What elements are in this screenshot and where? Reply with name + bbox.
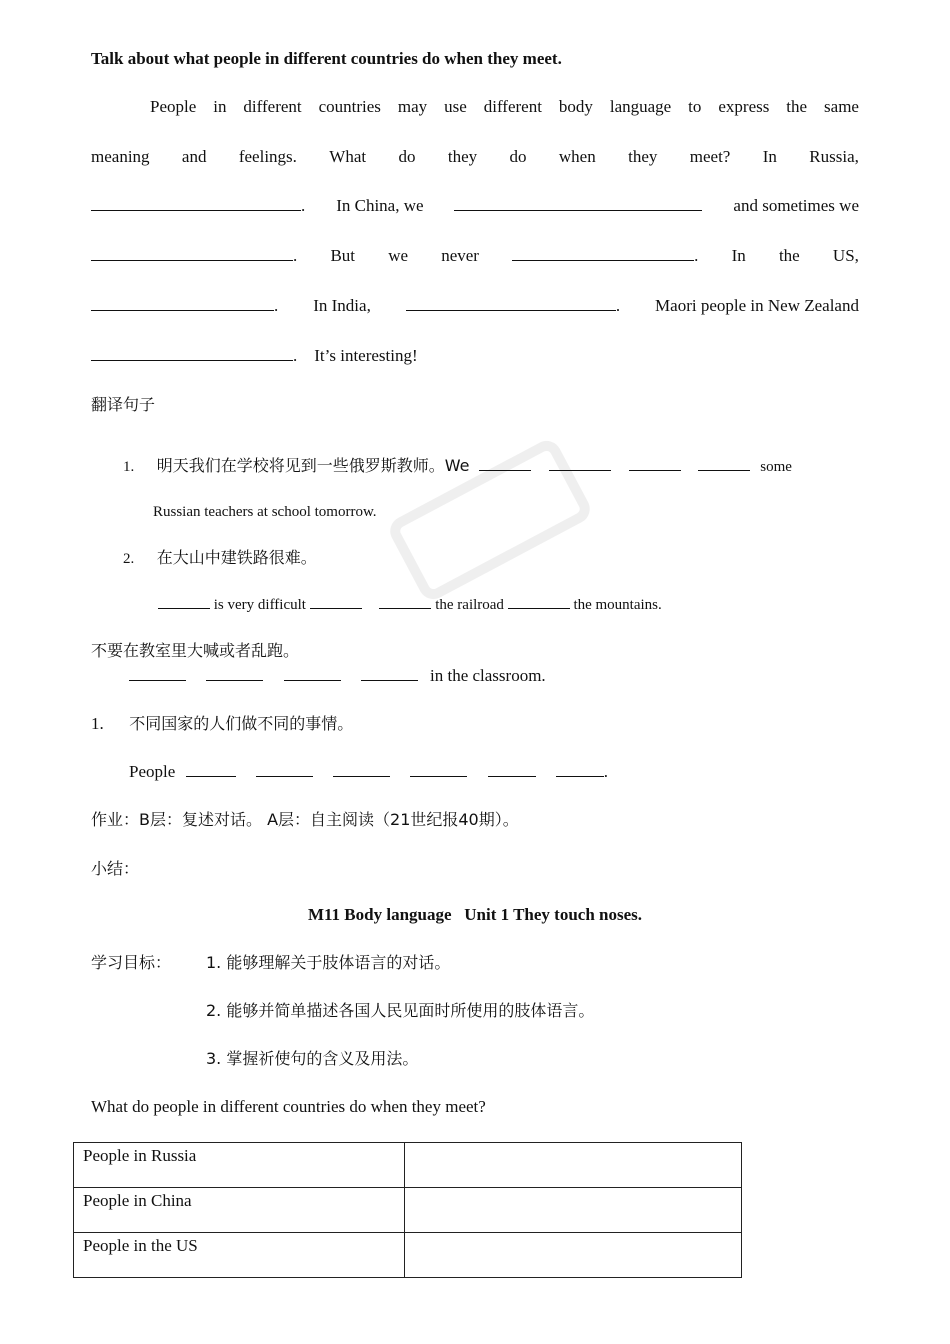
summary-label: 小结：	[91, 859, 140, 878]
translation-1-line-2: Russian teachers at school tomorrow.	[153, 504, 377, 520]
answer-blank[interactable]	[454, 195, 702, 211]
answer-blank[interactable]	[310, 593, 362, 609]
answer-blank[interactable]	[406, 295, 616, 311]
homework: 作业：B层：复述对话。 A层：自主阅读（21世纪报40期）。	[91, 810, 519, 829]
paragraph-line-5: . In India, . Maori people in New Zealand	[91, 295, 859, 317]
answer-blank[interactable]	[512, 245, 694, 261]
sentence-3-chinese: 不要在教室里大喊或者乱跑。	[91, 641, 300, 660]
table-row	[74, 1143, 742, 1188]
unit-title: M11 Body language Unit 1 They touch noses.	[307, 905, 643, 924]
table-cell-label: People in China	[74, 1188, 405, 1233]
translation-2-line-2: is very difficult the railroad the mountains.	[158, 593, 859, 616]
answer-blank[interactable]	[629, 455, 681, 471]
answer-blank[interactable]	[479, 455, 531, 471]
sentence-3-answer: in the classroom.	[129, 665, 859, 687]
translate-heading: 翻译句子	[91, 395, 156, 414]
answer-blank[interactable]	[91, 245, 293, 261]
answer-blank[interactable]	[186, 761, 236, 777]
objectives-label: 学习目标：	[91, 953, 172, 972]
answer-blank[interactable]	[91, 295, 274, 311]
sentence-4-answer: People .	[129, 762, 609, 781]
answer-blank[interactable]	[158, 593, 210, 609]
answer-blank[interactable]	[206, 665, 263, 681]
section-heading: Talk about what people in different countries do when they meet.	[91, 49, 562, 68]
table-row	[74, 1233, 742, 1278]
paragraph-line-2: meaning and feelings. What do they do when they meet? In Russia,	[91, 147, 859, 166]
answer-blank[interactable]	[549, 455, 611, 471]
sentence-4-chinese: 1. 不同国家的人们做不同的事情。	[91, 714, 354, 733]
table-row	[74, 1188, 742, 1233]
table-question: What do people in different countries do when they meet?	[91, 1097, 486, 1116]
answer-blank[interactable]	[91, 195, 301, 211]
paragraph-line-6: . It’s interesting!	[91, 345, 859, 367]
paragraph-line-1: People in different countries may use different body language to express the same	[150, 97, 859, 116]
answer-blank[interactable]	[129, 665, 186, 681]
answer-blank[interactable]	[556, 761, 604, 777]
objective-item: 3. 掌握祈使句的含义及用法。	[206, 1049, 419, 1068]
answer-blank[interactable]	[379, 593, 431, 609]
objective-item: 2. 能够并简单描述各国人民见面时所使用的肢体语言。	[206, 1001, 595, 1020]
translation-2: 2. 在大山中建铁路很难。	[123, 548, 317, 567]
answer-blank[interactable]	[698, 455, 750, 471]
objective-item: 1. 能够理解关于肢体语言的对话。	[206, 953, 451, 972]
answer-blank[interactable]	[410, 761, 467, 777]
table-cell-label: People in Russia	[74, 1143, 405, 1188]
answer-blank[interactable]	[488, 761, 536, 777]
translation-1: 1. 明天我们在学校将见到一些俄罗斯教师。We some	[123, 456, 792, 475]
table-cell-answer[interactable]	[405, 1188, 742, 1233]
paragraph-line-4: . But we never . In the US,	[91, 245, 859, 267]
answer-blank[interactable]	[361, 665, 418, 681]
answer-blank[interactable]	[256, 761, 313, 777]
table-cell-answer[interactable]	[405, 1233, 742, 1278]
table-cell-label: People in the US	[74, 1233, 405, 1278]
answer-blank[interactable]	[333, 761, 390, 777]
table-cell-answer[interactable]	[405, 1143, 742, 1188]
answer-blank[interactable]	[91, 345, 293, 361]
paragraph-line-3: . In China, we and sometimes we	[91, 195, 859, 217]
country-table	[73, 1142, 742, 1278]
answer-blank[interactable]	[508, 593, 570, 609]
answer-blank[interactable]	[284, 665, 341, 681]
